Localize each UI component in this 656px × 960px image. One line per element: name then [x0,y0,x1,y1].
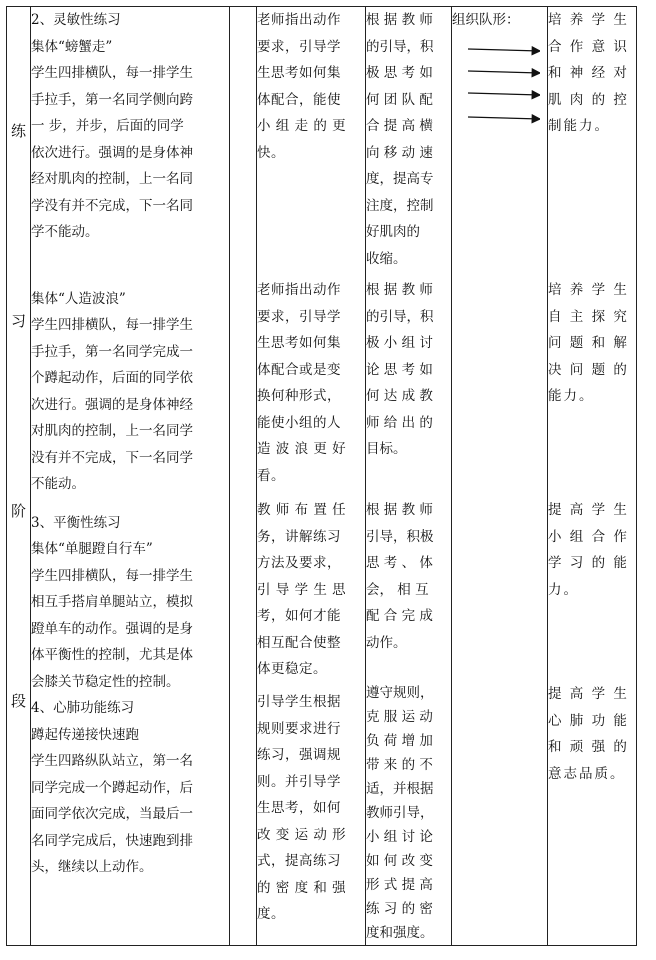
text-line: 引 导 学 生 思 [257,581,347,598]
text-line: 4、心肺功能练习 [31,700,135,716]
text-line: 何 达 成 教 [366,388,433,404]
arrow-line [468,49,540,51]
text-line: 小 组 讨 论 [366,829,433,845]
organization-label: 组织队形： [452,12,520,28]
goal-block-1 [548,7,636,277]
text-line: 教 师 布 置 任 [257,502,347,518]
text-line: 和 神 经 对 [548,65,629,81]
text-line: 极 小 组 讨 [366,335,433,351]
student-block-2 [366,277,451,497]
text-line: 手拉手，第一名同学完成一 [31,343,193,360]
stage-char: 段 [10,691,26,710]
text-line: 对肌肉的控制，上一名同学 [31,423,193,439]
text-line: 快。 [257,144,285,161]
goal-column [548,7,637,946]
text-line: 同学完成一个蹲起动作，后 [31,779,193,796]
text-line: 配 合 完 成 [366,608,433,624]
text-line: 手拉手，第一名同学侧向跨 [31,91,193,108]
text-line: 学没有并不完成，下一名同 [31,197,193,214]
arrow-line [468,71,540,73]
text-line: 合 作 意 识 [548,38,629,55]
text-line: 相互配合使整 [257,634,341,651]
text-line: 提 高 学 生 [548,686,629,702]
text-line: 能力。 [548,388,595,404]
text-line: 肌 肉 的 控 [548,91,629,108]
text-line: 小 组 走 的 更 [257,118,347,134]
text-line: 培 养 学 生 [548,282,629,298]
text-line: 一 步，并步，后面的同学 [31,118,184,134]
empty-column [230,7,257,946]
text-line: 心 肺 功 能 [548,712,629,729]
text-line: 头，继续以上动作。 [31,859,153,875]
student-column [366,7,452,946]
text-line: 体配合，能使 [257,91,341,108]
text-line: 根 据 教 师 [366,282,433,298]
stage-char: 阶 [10,501,26,520]
text-line: 思 考 、 体 [366,555,433,571]
text-line: 度，提高专 [366,171,434,187]
text-line: 经对肌肉的控制，上一名同 [31,171,193,187]
text-line: 蹲起传递接快速跑 [31,726,139,743]
text-line: 生思考如何集 [257,65,341,81]
text-line: 好肌肉的 [366,224,420,240]
text-line: 练习，强调规 [257,747,341,763]
text-line: 名同学完成后，快速跑到排 [31,832,193,849]
text-line: 收缩。 [366,250,407,267]
text-line: 老师指出动作 [257,282,341,298]
text-line: 2、灵敏性练习 [31,12,121,28]
text-line: 遵守规则， [366,685,434,701]
text-line: 没有并不完成，下一名同学 [31,449,193,466]
text-line: 提 高 学 生 [548,502,629,518]
text-line: 和 顽 强 的 [548,739,629,755]
text-line: 能使小组的人 [257,414,341,431]
text-line: 老师指出动作 [257,12,341,28]
text-line: 次进行。强调的是身体神经 [31,396,193,413]
text-line: 改 变 运 动 形 [257,826,347,843]
text-line: 度。 [257,906,285,922]
text-line: 引导，积极 [366,528,434,545]
text-line: 学生四排横队，每一排学生 [31,317,193,333]
content-block-balance [31,510,229,696]
text-line: 规则要求进行 [257,720,341,737]
text-line: 会， 相 互 [366,581,429,598]
text-line: 极 思 考 如 [366,65,433,81]
text-line: 注度，控制 [366,197,434,214]
teacher-column [257,7,366,946]
text-line: 学生四路纵队站立，第一名 [31,753,193,769]
text-line: 体平衡性的控制，尤其是体 [31,647,193,663]
teacher-block-1 [257,7,365,277]
text-line: 制能力。 [548,118,610,134]
text-line: 学生四排横队，每一排学生 [31,567,193,584]
text-line: 意志品质。 [548,765,626,782]
text-line: 小 组 合 作 [548,528,629,545]
text-line: 向 移 动 速 [366,144,433,161]
text-line: 体更稳定。 [257,661,327,677]
text-line: 合 提 高 横 [366,118,433,134]
text-line: 引导学生根据 [257,694,341,710]
stage-char: 习 [10,311,26,330]
teacher-block-3 [257,497,365,689]
text-line: 根 据 教 师 [366,12,433,28]
text-line: 集体“螃蟹走” [31,38,113,55]
stage-char: 练 [10,121,26,140]
text-line: 论 思 考 如 [366,361,433,378]
student-block-3 [366,497,451,681]
lesson-plan-table [6,6,637,946]
teacher-block-2 [257,277,365,497]
text-line: 相互手搭肩单腿站立，模拟 [31,594,193,610]
content-column [31,7,230,946]
text-line: 要求，引导学 [257,308,341,325]
text-line: 培 养 学 生 [548,12,629,28]
goal-block-3 [548,497,636,681]
stage-cell [7,7,31,946]
text-line: 如 何 改 变 [366,853,433,869]
goal-block-4 [548,681,636,787]
text-line: 会膝关节稳定性的控制。 [31,673,180,690]
text-line: 集体“人造波浪” [31,290,126,307]
content-block-cardio [31,695,229,881]
text-line: 练 习 的 密 [366,901,433,917]
text-line: 个蹲起动作，后面的同学依 [31,370,193,386]
text-line: 学生四排横队，每一排学生 [31,65,193,81]
text-line: 学 习 的 能 [548,555,629,571]
text-line: 体配合或是变 [257,361,341,378]
student-block-4 [366,681,451,945]
text-line: 3、平衡性练习 [31,514,121,531]
text-line: 何 团 队 配 [366,91,433,108]
text-line: 要求，引导学 [257,38,341,55]
goal-block-2 [548,277,636,497]
text-line: 生思考如何集 [257,335,341,351]
formation-arrows-icon [460,45,540,135]
text-line: 蹬单车的动作。强调的是身 [31,620,193,637]
text-line: 克 服 运 动 [366,709,433,725]
text-line: 则。并引导学 [257,773,341,790]
text-line: 带 来 的 不 [366,757,433,773]
text-line: 面同学依次完成，当最后一 [31,806,193,822]
content-block-agility [31,7,229,246]
text-line: 教师引导， [366,805,434,821]
text-line: 适，并根据 [366,781,434,797]
content-block-wave [31,286,229,498]
organization-column [452,7,548,946]
text-line: 造 波 浪 更 好 [257,441,347,457]
text-line: 度和强度。 [366,925,434,941]
text-line: 的引导，积 [366,38,434,55]
text-line: 形 式 提 高 [366,877,433,893]
text-line: 问 题 和 解 [548,335,629,351]
text-line: 务，讲解练习 [257,528,341,545]
text-line: 决 问 题 的 [548,361,629,378]
text-line: 的引导，积 [366,308,434,325]
arrow-line [468,117,540,119]
text-line: 换何种形式， [257,388,341,404]
text-line: 师 给 出 的 [366,414,433,431]
text-line: 根 据 教 师 [366,502,433,518]
text-line: 自 主 探 究 [548,308,629,325]
text-line: 负 荷 增 加 [366,733,433,749]
text-line: 考，如何才能 [257,608,341,624]
text-line: 不能动。 [31,476,85,492]
text-line: 生思考，如何 [257,800,341,816]
text-line: 动作。 [366,634,407,651]
student-block-1 [366,7,451,277]
text-line: 方法及要求， [257,555,341,571]
text-line: 集体“单腿蹬自行车” [31,541,153,557]
text-line: 依次进行。强调的是身体神 [31,144,193,161]
text-line: 学不能动。 [31,224,99,240]
text-line: 目标。 [366,441,407,457]
text-line: 式，提高练习 [257,853,341,869]
arrow-line [468,93,540,95]
text-line: 看。 [257,467,285,484]
text-line: 的 密 度 和 强 [257,879,347,896]
teacher-block-4 [257,689,365,928]
text-line: 力。 [548,581,579,598]
